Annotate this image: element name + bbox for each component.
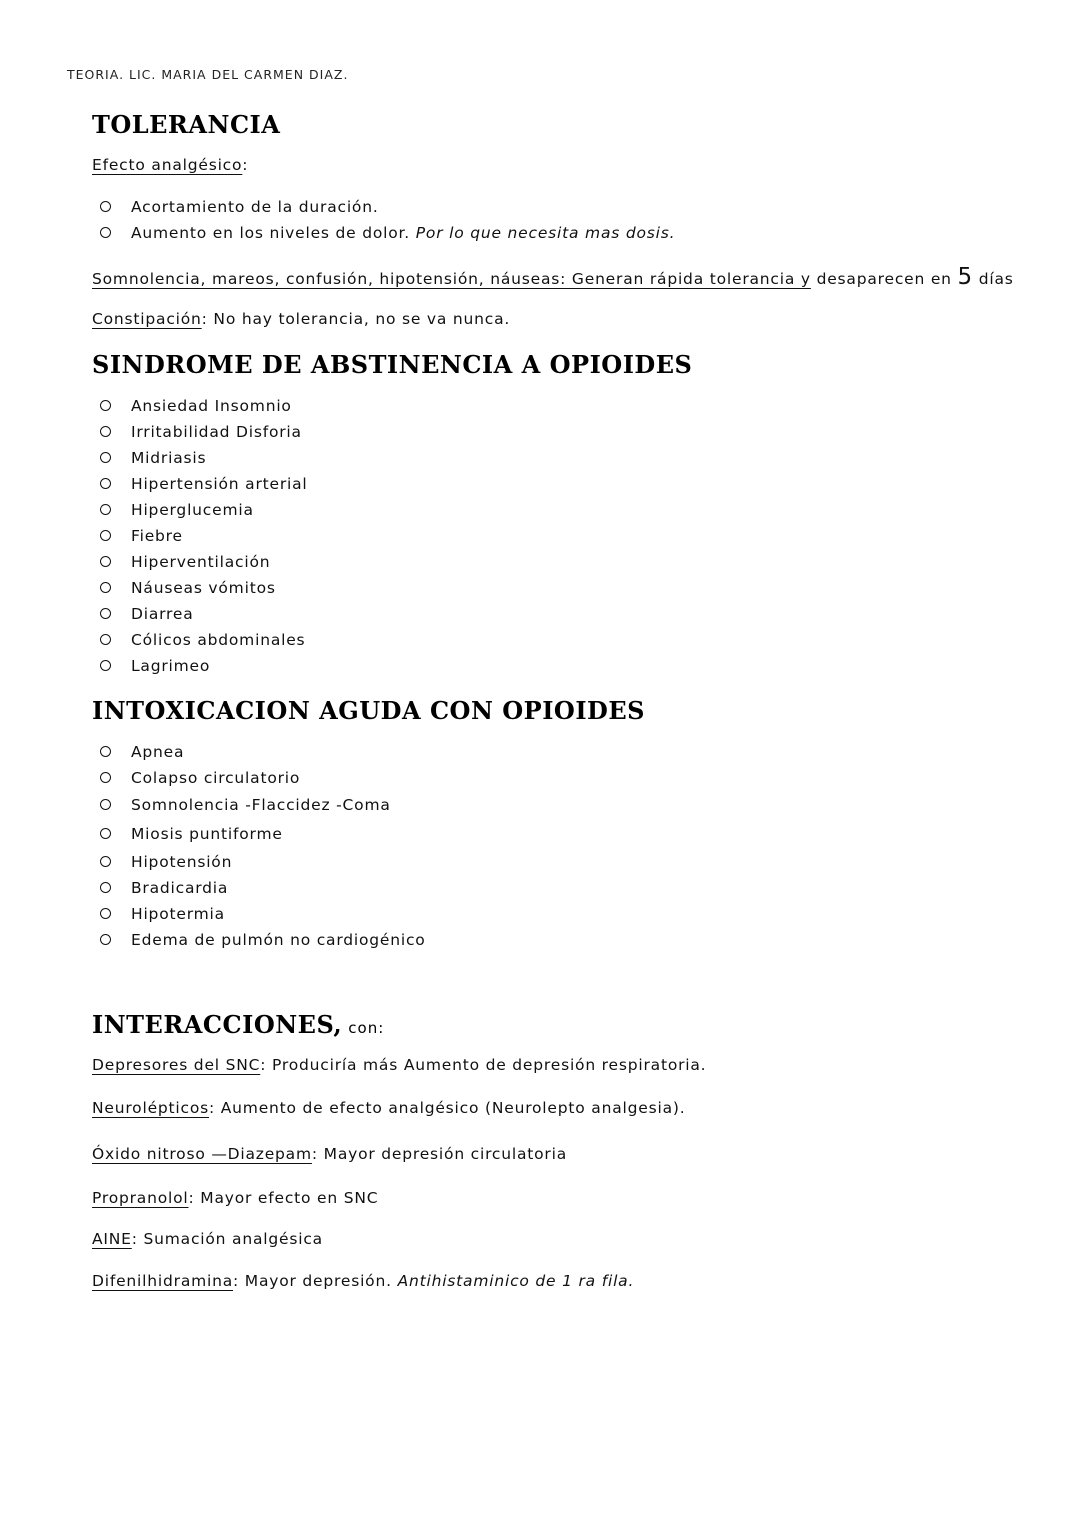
list-item bbox=[98, 875, 426, 901]
interaccion-row bbox=[92, 1099, 685, 1117]
interaccion-row bbox=[92, 1230, 323, 1248]
list-item bbox=[98, 901, 426, 927]
list-item bbox=[98, 820, 426, 849]
interaccion-note: Antihistaminico de 1 ra fila. bbox=[397, 1272, 635, 1290]
section-title-tolerancia: TOLERANCIA bbox=[92, 110, 281, 139]
list-item bbox=[98, 627, 308, 653]
interaccion-row bbox=[92, 1189, 378, 1207]
constipacion-label: Constipación bbox=[92, 310, 202, 328]
list-item-text: Bradicardia bbox=[131, 879, 229, 897]
list-item bbox=[98, 765, 426, 791]
circle-bullet-icon bbox=[100, 608, 111, 619]
list-item-text: Ansiedad Insomnio bbox=[131, 397, 292, 415]
circle-bullet-icon bbox=[100, 882, 111, 893]
circle-bullet-icon bbox=[100, 452, 111, 463]
interaccion-label: AINE bbox=[92, 1230, 132, 1248]
interaccion-label: Depresores del SNC bbox=[92, 1056, 261, 1074]
section-title-intoxicacion: INTOXICACION AGUDA CON OPIOIDES bbox=[92, 696, 645, 725]
circle-bullet-icon bbox=[100, 478, 111, 489]
interaccion-label: Neurolépticos bbox=[92, 1099, 210, 1117]
list-item-text: Hipotensión bbox=[131, 853, 233, 871]
interaccion-label: Difenilhidramina bbox=[92, 1272, 234, 1290]
list-item bbox=[98, 419, 308, 445]
list-item-text: Diarrea bbox=[131, 605, 194, 623]
somnolencia-number: 5 bbox=[957, 264, 973, 290]
list-item-text: Miosis puntiforme bbox=[131, 825, 283, 843]
circle-bullet-icon bbox=[100, 530, 111, 541]
list-item bbox=[98, 739, 426, 765]
list-item bbox=[98, 653, 308, 679]
efecto-analgesico-label: Efecto analgésico bbox=[92, 156, 243, 174]
list-item-text: Hiperventilación bbox=[131, 553, 271, 571]
section-title-abstinencia: SINDROME DE ABSTINENCIA A OPIOIDES bbox=[92, 350, 693, 379]
circle-bullet-icon bbox=[100, 746, 111, 757]
list-item-text: Hipotermia bbox=[131, 905, 225, 923]
interaccion-row bbox=[92, 1056, 706, 1074]
interaccion-text: : Mayor depresión circulatoria bbox=[311, 1145, 568, 1163]
list-item-text: Aumento en los niveles de dolor. bbox=[131, 224, 411, 242]
list-item-text: Fiebre bbox=[131, 527, 183, 545]
circle-bullet-icon bbox=[100, 582, 111, 593]
circle-bullet-icon bbox=[100, 201, 111, 212]
circle-bullet-icon bbox=[100, 934, 111, 945]
list-item bbox=[98, 601, 308, 627]
circle-bullet-icon bbox=[100, 856, 111, 867]
interaccion-row bbox=[92, 1272, 634, 1290]
list-item bbox=[98, 523, 308, 549]
list-item bbox=[98, 549, 308, 575]
list-item-text: Midriasis bbox=[131, 449, 207, 467]
tolerancia-bullet-list bbox=[98, 194, 675, 246]
efecto-colon: : bbox=[242, 156, 249, 174]
list-item-text: Hiperglucemia bbox=[131, 501, 254, 519]
circle-bullet-icon bbox=[100, 908, 111, 919]
list-item bbox=[98, 393, 308, 419]
list-item-text: Cólicos abdominales bbox=[131, 631, 306, 649]
interaccion-row bbox=[92, 1145, 567, 1163]
list-item bbox=[98, 497, 308, 523]
intoxicacion-bullet-list bbox=[98, 739, 426, 953]
list-item bbox=[98, 575, 308, 601]
interaccion-label: Propranolol bbox=[92, 1189, 189, 1207]
interaccion-text: : Mayor efecto en SNC bbox=[188, 1189, 379, 1207]
list-item-text: Acortamiento de la duración. bbox=[131, 198, 379, 216]
list-item bbox=[98, 927, 426, 953]
interaccion-text: : Sumación analgésica bbox=[131, 1230, 323, 1248]
interacciones-title: INTERACCIONES, bbox=[92, 1010, 343, 1039]
list-item-text: Apnea bbox=[131, 743, 185, 761]
list-item bbox=[98, 791, 426, 820]
circle-bullet-icon bbox=[100, 426, 111, 437]
interacciones-subtitle: con: bbox=[348, 1019, 385, 1037]
list-item-note: Por lo que necesita mas dosis. bbox=[415, 224, 676, 242]
somnolencia-label: Somnolencia, mareos, confusión, hipotensión, náuseas: Generan rápida tolerancia y bbox=[92, 270, 811, 288]
interaccion-text: : Produciría más Aumento de depresión respiratoria. bbox=[260, 1056, 707, 1074]
circle-bullet-icon bbox=[100, 828, 111, 839]
circle-bullet-icon bbox=[100, 400, 111, 411]
list-item-text: Náuseas vómitos bbox=[131, 579, 276, 597]
list-item-text: Colapso circulatorio bbox=[131, 769, 301, 787]
constipacion-line bbox=[92, 310, 510, 328]
circle-bullet-icon bbox=[100, 660, 111, 671]
somnolencia-end: días bbox=[972, 270, 1014, 288]
circle-bullet-icon bbox=[100, 799, 111, 810]
circle-bullet-icon bbox=[100, 227, 111, 238]
list-item bbox=[98, 220, 675, 246]
abstinencia-bullet-list bbox=[98, 393, 308, 679]
circle-bullet-icon bbox=[100, 556, 111, 567]
somnolencia-rest: desaparecen en bbox=[810, 270, 958, 288]
circle-bullet-icon bbox=[100, 772, 111, 783]
list-item bbox=[98, 849, 426, 875]
list-item bbox=[98, 194, 675, 220]
interaccion-label: Óxido nitroso —Diazepam bbox=[92, 1145, 312, 1163]
list-item-text: Irritabilidad Disforia bbox=[131, 423, 302, 441]
circle-bullet-icon bbox=[100, 634, 111, 645]
constipacion-text: : No hay tolerancia, no se va nunca. bbox=[201, 310, 511, 328]
section-title-interacciones bbox=[92, 1010, 384, 1039]
list-item-text: Somnolencia -Flaccidez -Coma bbox=[131, 796, 391, 814]
list-item bbox=[98, 445, 308, 471]
somnolencia-line bbox=[92, 264, 1014, 290]
interaccion-text: : Mayor depresión. bbox=[233, 1272, 392, 1290]
list-item-text: Edema de pulmón no cardiogénico bbox=[131, 931, 426, 949]
list-item-text: Lagrimeo bbox=[131, 657, 211, 675]
efecto-analgesico-heading bbox=[92, 156, 248, 174]
list-item bbox=[98, 471, 308, 497]
page-header: TEORIA. LIC. MARIA DEL CARMEN DIAZ. bbox=[67, 67, 349, 82]
list-item-text: Hipertensión arterial bbox=[131, 475, 308, 493]
circle-bullet-icon bbox=[100, 504, 111, 515]
interaccion-text: : Aumento de efecto analgésico (Neurolepto analgesia). bbox=[209, 1099, 686, 1117]
